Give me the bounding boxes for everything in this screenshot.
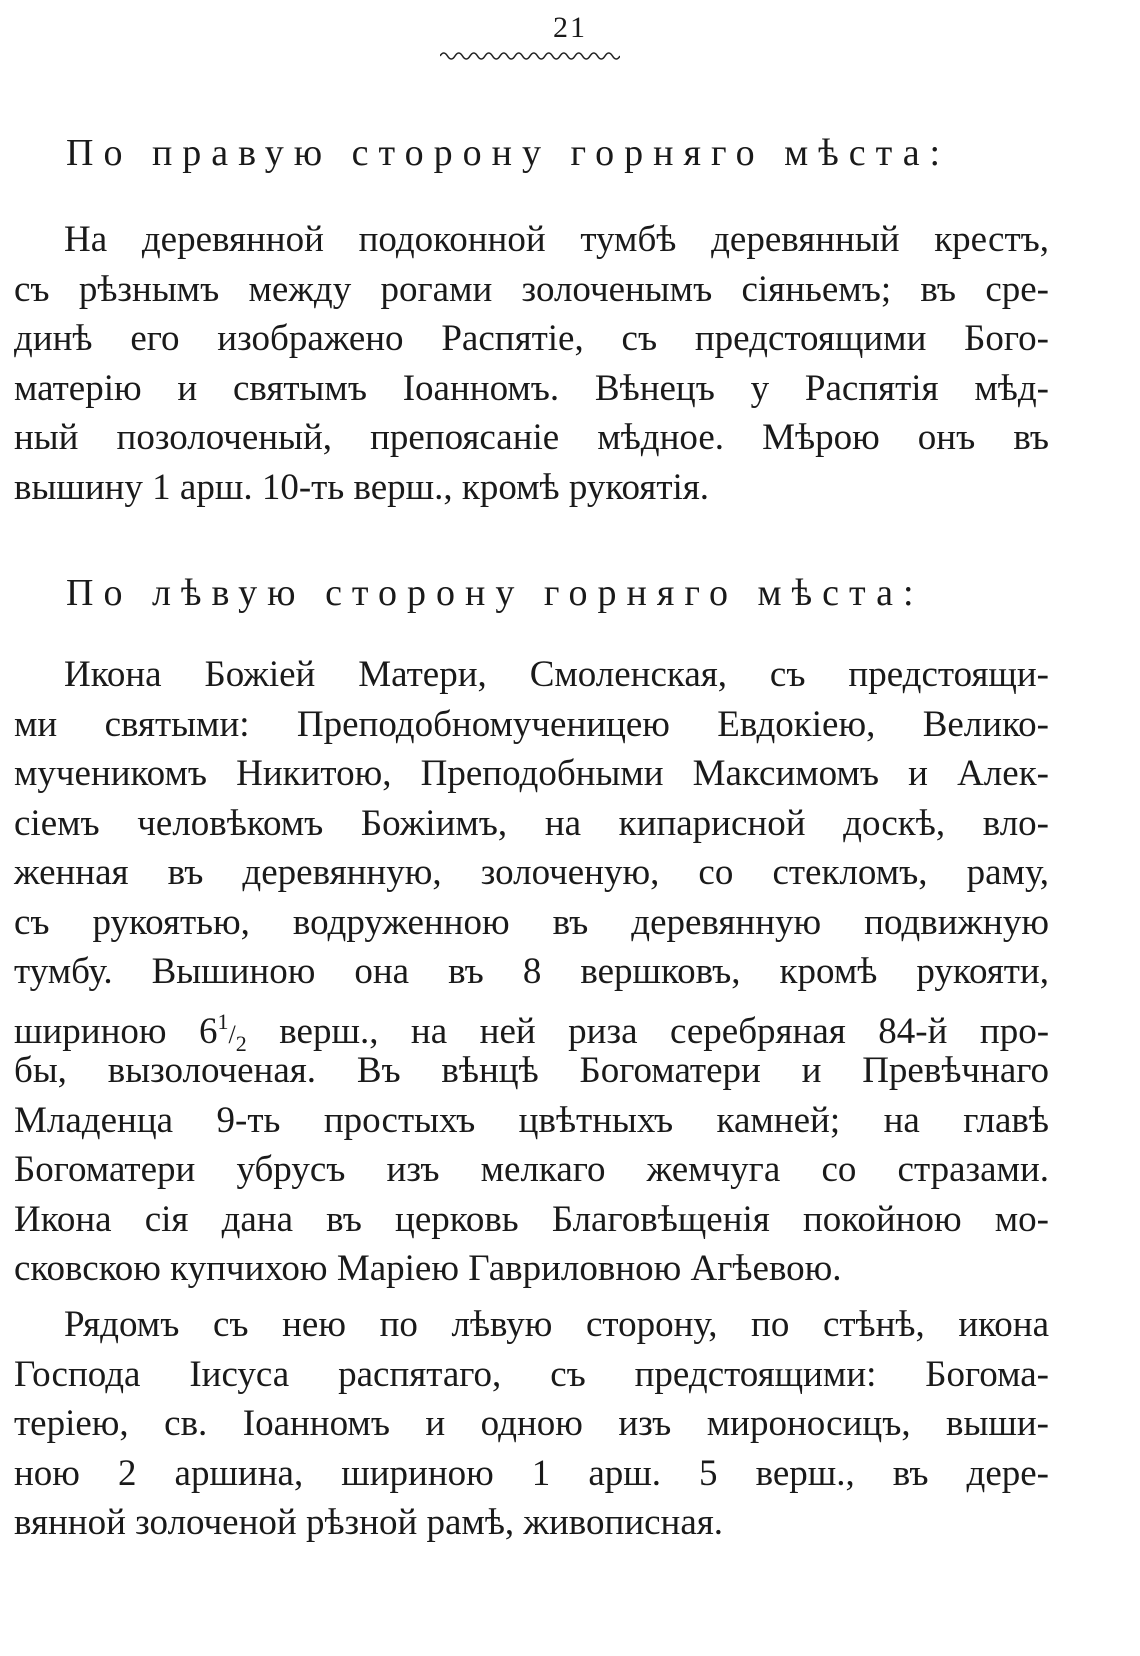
text-line: динѣ его изображено Распятіе, съ предстоящими Бого- [14, 318, 1049, 359]
page-number: 21 [553, 11, 587, 44]
fraction-denominator: 2 [235, 1030, 247, 1056]
paragraph-smolensk-icon [14, 650, 1049, 1294]
text-line: женная въ деревянную, золоченую, со стекломъ, раму, [14, 852, 1049, 893]
text-line: вышину 1 арш. 10-ть верш., кромѣ рукоятія. [14, 466, 710, 508]
text-line-with-fraction [14, 997, 1050, 1056]
text-fragment: шириною [14, 1010, 167, 1052]
wavy-rule-ornament [440, 50, 620, 62]
text-line: сковскою купчихою Маріею Гавриловною Агѣевою. [14, 1248, 842, 1289]
text-line: Богоматери убрусъ изъ мелкаго жемчуга со стразами. [14, 1149, 1049, 1190]
text-line: Младенца 9-ть простыхъ цвѣтныхъ камней; на главѣ [14, 1099, 1049, 1141]
text-line: ною 2 аршина, шириною 1 арш. 5 верш., въ дере- [14, 1452, 1049, 1494]
paragraph-crucifixion-icon [14, 1300, 1049, 1548]
text-line: матерію и святымъ Іоанномъ. Вѣнецъ у Распятія мѣд- [14, 367, 1049, 409]
text-line: вянной золоченой рѣзной рамѣ, живописная. [14, 1502, 724, 1543]
text-line: Господа Іисуса распятаго, съ предстоящими: Богома- [14, 1353, 1049, 1395]
text-line: съ рѣзнымъ между рогами золоченымъ сіяньемъ; въ сре- [14, 268, 1049, 310]
text-line: Икона Божіей Матери, Смоленская, съ предстоящи- [64, 654, 1049, 695]
fraction-whole: 6 [199, 1010, 218, 1052]
section-heading-left: По лѣвую сторону горняго мѣста: [66, 572, 924, 614]
text-line: сіемъ человѣкомъ Божіимъ, на кипарисной доскѣ, вло- [14, 802, 1049, 844]
paragraph-right-cross [14, 215, 1049, 512]
fraction: $^1/_2$ [217, 1008, 247, 1056]
text-line: ми святыми: Преподобномученицею Евдокіею, Велико- [14, 703, 1049, 745]
text-line: тумбу. Вышиною она въ 8 вершковъ, кромѣ рукояти, [14, 951, 1049, 992]
text-line: мученикомъ Никитою, Преподобными Максимомъ и Алек- [14, 753, 1049, 794]
text-line: Рядомъ съ нею по лѣвую сторону, по стѣнѣ, икона [64, 1304, 1049, 1345]
text-line: съ рукоятью, водруженною въ деревянную подвижную [14, 901, 1049, 943]
text-line: Икона сія дана въ церковь Благовѣщенія покойною мо- [14, 1198, 1049, 1240]
text-line: бы, вызолоченая. Въ вѣнцѣ Богоматери и Превѣчнаго [14, 1050, 1049, 1091]
section-heading-right: По правую сторону горняго мѣста: [66, 132, 951, 174]
text-fragment: верш., на ней риза серебряная 84-й про- [279, 1010, 1050, 1052]
text-line: На деревянной подоконной тумбѣ деревянный крестъ, [64, 219, 1049, 260]
text-line: теріею, св. Іоанномъ и одною изъ мироносицъ, выши- [14, 1403, 1049, 1444]
text-line: ный позолоченый, препоясаніе мѣдное. Мѣрою онъ въ [14, 417, 1049, 458]
fraction-numerator: 1 [217, 1008, 229, 1034]
